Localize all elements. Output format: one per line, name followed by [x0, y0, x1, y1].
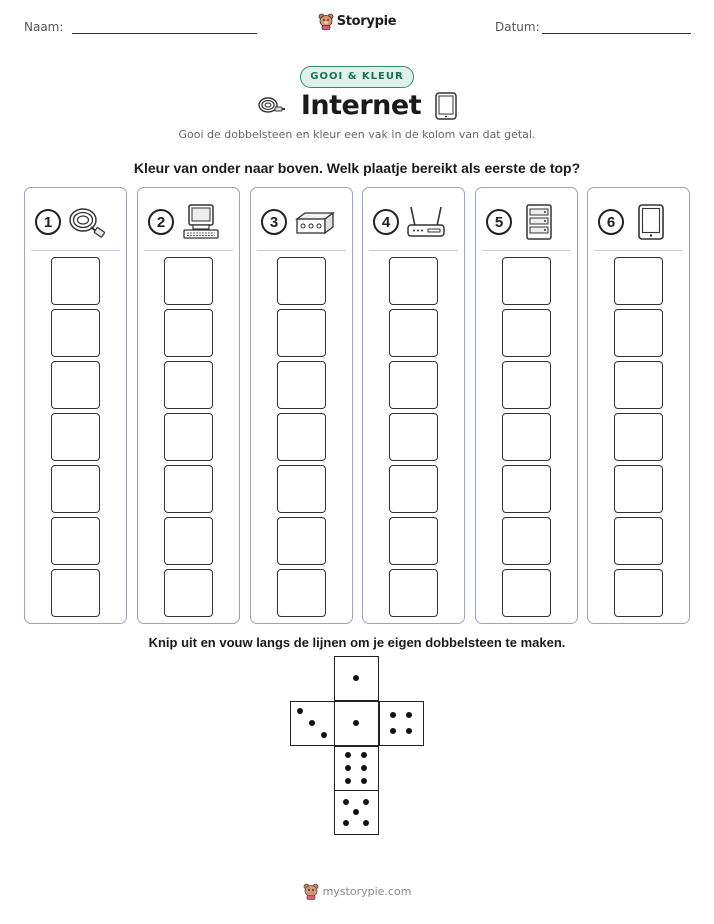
die-pip — [361, 752, 367, 758]
color-cell[interactable] — [277, 569, 326, 617]
column-divider — [31, 250, 120, 251]
column-number: 5 — [486, 209, 512, 235]
color-cell[interactable] — [277, 361, 326, 409]
die-face-6 — [334, 746, 379, 791]
page-title: Internet — [300, 90, 422, 121]
color-cell[interactable] — [389, 309, 438, 357]
color-cell[interactable] — [389, 257, 438, 305]
title-row — [0, 90, 714, 121]
color-cell[interactable] — [502, 465, 551, 513]
column-number: 3 — [261, 209, 287, 235]
die-pip — [406, 728, 412, 734]
color-cell[interactable] — [389, 465, 438, 513]
die-pip — [361, 778, 367, 784]
color-cell[interactable] — [164, 465, 213, 513]
color-cell[interactable] — [51, 413, 100, 461]
die-pip — [361, 765, 367, 771]
column-header — [598, 202, 683, 242]
die-pip — [309, 720, 315, 726]
color-cell[interactable] — [51, 465, 100, 513]
brand-name: Storypie — [336, 14, 397, 29]
column-divider — [482, 250, 571, 251]
cable-icon — [67, 202, 109, 242]
color-cell[interactable] — [389, 413, 438, 461]
column-number: 4 — [373, 209, 399, 235]
color-cell[interactable] — [614, 309, 663, 357]
color-cell[interactable] — [164, 257, 213, 305]
column-divider — [144, 250, 233, 251]
column-5 — [475, 187, 578, 624]
color-cell[interactable] — [389, 361, 438, 409]
die-face-5 — [334, 790, 379, 835]
die-pip — [345, 765, 351, 771]
color-cell[interactable] — [502, 569, 551, 617]
server-icon — [518, 202, 560, 242]
color-cell[interactable] — [614, 569, 663, 617]
color-cell[interactable] — [277, 517, 326, 565]
color-cell[interactable] — [164, 569, 213, 617]
die-pip — [390, 712, 396, 718]
date-label: Datum: — [495, 20, 540, 34]
die-face-1 — [334, 656, 379, 701]
die-pip — [297, 708, 303, 714]
instruction: Kleur van onder naar boven. Welk plaatje bereikt als eerste de top? — [133, 160, 581, 176]
color-cell[interactable] — [502, 517, 551, 565]
tablet-icon — [435, 92, 457, 120]
color-cell[interactable] — [51, 309, 100, 357]
column-header — [373, 202, 458, 242]
name-label: Naam: — [24, 20, 64, 34]
die-pip — [353, 720, 359, 726]
color-cell[interactable] — [164, 517, 213, 565]
die-pip — [345, 752, 351, 758]
color-cell[interactable] — [51, 569, 100, 617]
die-pip — [363, 799, 369, 805]
die-pip — [343, 820, 349, 826]
computer-icon — [180, 202, 222, 242]
bear-mascot-icon — [303, 883, 319, 900]
brand-logo — [0, 13, 714, 35]
column-number: 2 — [148, 209, 174, 235]
cable-icon — [257, 95, 287, 117]
color-cell[interactable] — [614, 465, 663, 513]
column-header — [35, 202, 120, 242]
column-header — [148, 202, 233, 242]
column-2 — [137, 187, 240, 624]
color-cell[interactable] — [277, 257, 326, 305]
modem-icon — [293, 202, 335, 242]
bear-mascot-icon — [318, 13, 334, 30]
color-cell[interactable] — [164, 309, 213, 357]
color-cell[interactable] — [51, 257, 100, 305]
die-pip — [390, 728, 396, 734]
color-cell[interactable] — [614, 257, 663, 305]
activity-badge: GOOI & KLEUR — [300, 66, 413, 88]
color-cell[interactable] — [502, 309, 551, 357]
column-divider — [369, 250, 458, 251]
subtitle: Gooi de dobbelsteen en kleur een vak in de kolom van dat getal. — [178, 128, 536, 141]
tablet-icon — [630, 202, 672, 242]
die-face-3 — [290, 701, 335, 746]
die-face-1 — [334, 701, 379, 746]
color-cell[interactable] — [277, 465, 326, 513]
column-4 — [362, 187, 465, 624]
color-cell[interactable] — [614, 361, 663, 409]
column-divider — [257, 250, 346, 251]
column-header — [261, 202, 346, 242]
color-cell[interactable] — [614, 517, 663, 565]
die-face-4 — [379, 701, 424, 746]
color-cell[interactable] — [502, 361, 551, 409]
die-pip — [345, 778, 351, 784]
column-6 — [587, 187, 690, 624]
column-number: 1 — [35, 209, 61, 235]
color-cell[interactable] — [502, 257, 551, 305]
color-cell[interactable] — [614, 413, 663, 461]
die-pip — [406, 712, 412, 718]
die-pip — [353, 675, 359, 681]
column-number: 6 — [598, 209, 624, 235]
color-cell[interactable] — [389, 517, 438, 565]
cut-instruction: Knip uit en vouw langs de lijnen om je eigen dobbelsteen te maken. — [148, 635, 566, 650]
die-pip — [353, 809, 359, 815]
color-cell[interactable] — [277, 413, 326, 461]
footer-url: mystorypie.com — [322, 885, 412, 898]
die-pip — [321, 732, 327, 738]
color-cell[interactable] — [389, 569, 438, 617]
color-cell[interactable] — [502, 413, 551, 461]
column-divider — [594, 250, 683, 251]
color-cell[interactable] — [51, 517, 100, 565]
column-header — [486, 202, 571, 242]
die-pip — [363, 820, 369, 826]
color-cell[interactable] — [164, 413, 213, 461]
footer — [0, 883, 714, 900]
color-cell[interactable] — [51, 361, 100, 409]
router-icon — [405, 202, 447, 242]
column-1 — [24, 187, 127, 624]
color-cell[interactable] — [164, 361, 213, 409]
color-cell[interactable] — [277, 309, 326, 357]
column-3 — [250, 187, 353, 624]
die-pip — [343, 799, 349, 805]
